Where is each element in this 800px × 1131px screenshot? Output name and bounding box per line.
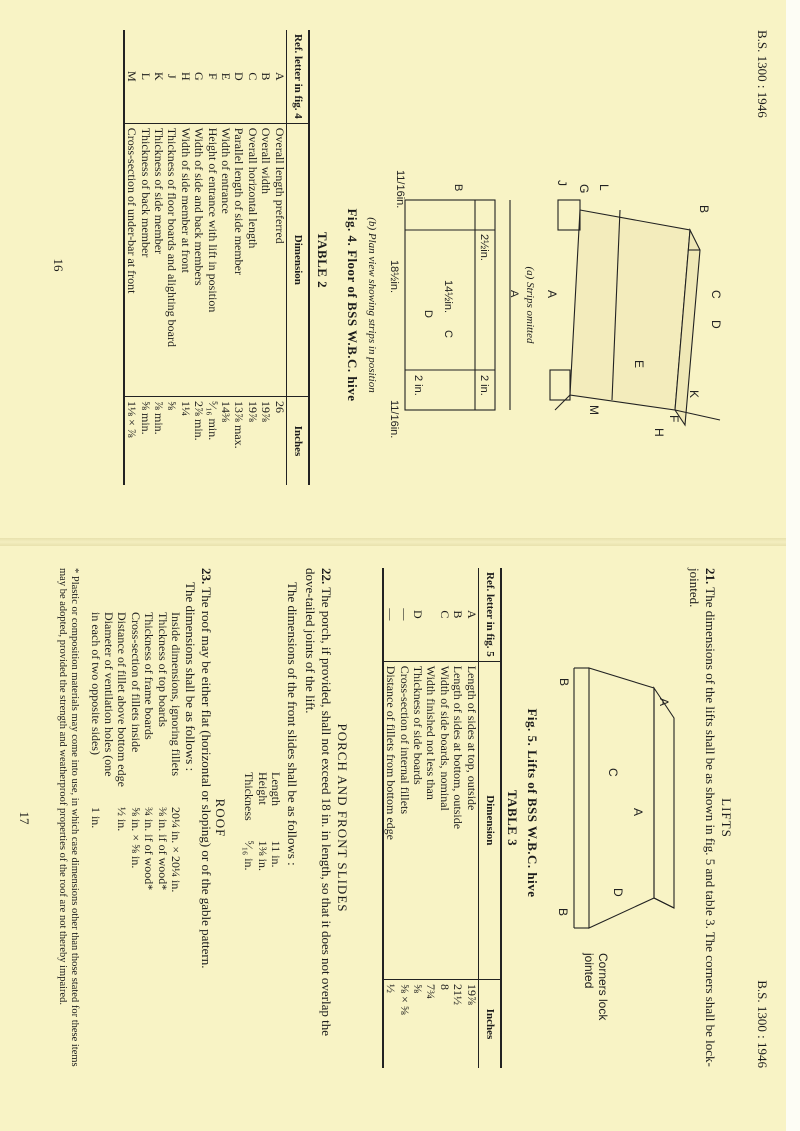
fig5-label-a1: A xyxy=(657,698,671,707)
slide-dim-cell: ⁵⁄₁₆ in. xyxy=(242,840,257,871)
table2-cell: Width of entrance xyxy=(219,123,232,396)
paragraph-23 xyxy=(198,568,214,1068)
table2-cell: ⅝ min. xyxy=(138,397,151,486)
fig4b-label-c: C xyxy=(442,330,454,338)
roof-dim-cell: Cross-section of fillets inside xyxy=(128,612,143,753)
roof-dim-cell: 1 in. xyxy=(88,806,103,829)
table2-cell: ⅞ min. xyxy=(152,397,165,486)
para21-text: The dimensions of the lifts shall be as shown in fig. 5 and table 3. The corners shall be lock-jointed. xyxy=(687,568,718,1067)
page-16 xyxy=(50,30,770,500)
table2-cell: ⅝ xyxy=(165,397,178,486)
table3-cell: A xyxy=(464,610,479,619)
front-slides-dimensions xyxy=(242,768,282,875)
figure-5-diagram xyxy=(544,658,684,948)
roof-heading: ROOF xyxy=(213,798,228,838)
roof-dim-cell: Diameter of ventilation holes (one xyxy=(101,612,116,777)
table3-header-inches: Inches xyxy=(478,980,501,1069)
table2-cell: Height of entrance with lift in position xyxy=(205,123,218,396)
table2-cell: Width of side member at front xyxy=(178,123,191,396)
paragraph-21 xyxy=(686,568,718,1068)
table2-cell: 14⅜ xyxy=(219,397,232,486)
table3-cell: D xyxy=(410,610,425,619)
roof-dim-cell: 20¼ in. × 20¼ in. xyxy=(169,806,183,893)
table3-cell: Distance of fillets from bottom edge xyxy=(383,661,397,979)
fig4b-dim-2half: 2½in. xyxy=(478,234,490,261)
table2-cell: Thickness of side member xyxy=(152,123,165,396)
table2-cell: 26 xyxy=(272,397,286,486)
fig4-caption: Fig. 4. Floor of BSS W.B.C. hive xyxy=(345,208,360,402)
fig4-label-a: A xyxy=(545,290,559,299)
fig4b-dim-2in-a: 2 in. xyxy=(478,375,490,396)
fig5-label-d: D xyxy=(611,888,625,897)
fig4-label-g: G xyxy=(577,184,591,194)
fig4a-subcaption: (a) Strips omitted xyxy=(524,266,536,344)
running-header: B.S. 1300 : 1946 xyxy=(755,30,770,118)
book-spine xyxy=(0,538,800,546)
table2-row xyxy=(165,30,178,485)
table2-body xyxy=(124,30,286,485)
table2-cell: Thickness of back member xyxy=(138,123,151,396)
roof-dim-cell: Thickness of top boards xyxy=(155,612,170,727)
table2-cell: H xyxy=(178,72,193,81)
table2-row xyxy=(205,30,218,485)
roof-dim-row xyxy=(169,608,182,896)
table2-cell: 19⅞ xyxy=(259,397,272,486)
slide-dim-row xyxy=(242,768,255,875)
footnote: * Plastic or composition materials may come into use, in which case dimensions other than those stated for these items may be adopted, provided the strength and weatherproof properties of the roof are not thereby impaired. xyxy=(57,568,80,1067)
table2-cell: Overall horizontal length xyxy=(245,123,258,396)
fig4b-dim-11-16-b: 11/16in. xyxy=(388,400,400,439)
fig4-label-k: K xyxy=(687,390,701,399)
table3-cell: Cross-section of internal fillets xyxy=(397,661,410,979)
fig4-label-e: E xyxy=(632,360,646,369)
page-edge xyxy=(786,0,800,1131)
fig4b-subcaption: (b) Plan view showing strips in position xyxy=(366,217,378,393)
slide-dim-cell: 11 in. xyxy=(269,840,283,868)
fig5-label-c: C xyxy=(606,768,620,777)
table3-cell: B xyxy=(451,610,466,619)
table2-row xyxy=(219,30,232,485)
figure-4a-diagram xyxy=(540,170,730,440)
table3-cell: 8 xyxy=(437,980,450,1069)
table3-cell: C xyxy=(437,610,452,619)
para22-number: 22. xyxy=(319,568,334,585)
table3-cell xyxy=(424,568,437,661)
table2-cell: E xyxy=(218,72,233,81)
para23-text: The roof may be either flat (horizontal or sloping) or of the gable pattern. xyxy=(199,587,214,969)
table2-cell: Width of side and back members xyxy=(192,123,205,396)
table2-cell: A xyxy=(272,72,287,81)
table3-cell: — xyxy=(397,608,412,621)
roof-dim-cell: ⅝ in. × ⅝ in. xyxy=(128,806,143,869)
running-header: B.S. 1300 : 1946 xyxy=(755,980,770,1068)
table2-cell: D xyxy=(232,72,247,81)
fig4-label-d: D xyxy=(709,320,723,329)
table2-cell: 1¼ xyxy=(178,397,191,486)
fig4b-label-b: B xyxy=(452,184,464,192)
page-17 xyxy=(17,568,770,1068)
fig4-label-c: C xyxy=(709,290,723,299)
table2-cell: 2⅞ min. xyxy=(192,397,205,486)
fig4-label-m: M xyxy=(587,405,601,415)
table3-row xyxy=(437,568,450,1068)
table2-title: TABLE 2 xyxy=(315,231,330,289)
para22-text: The porch, if provided, shall not exceed 18 in. in length, so that it does not overlap the dove-tailed joints of the lift. xyxy=(303,568,334,1037)
fig5-caption: Fig. 5. Lifts of BSS W.B.C. hive xyxy=(525,708,540,898)
roof-dim-row xyxy=(128,608,141,896)
fig4b-dim-14half: 14½in. xyxy=(442,280,454,314)
table3-cell: Thickness of side boards xyxy=(411,661,424,979)
table3-cell: 21½ xyxy=(451,980,464,1069)
table3-cell: ⅝ × ⅝ xyxy=(397,980,410,1069)
table2-cell: 1⅛ × ⅞ xyxy=(124,397,138,486)
roof-dim-cell: ½ in. xyxy=(115,806,130,832)
slide-dim-cell: Thickness xyxy=(242,772,257,821)
roof-dim-cell: in each of two opposite sides) xyxy=(88,612,103,755)
fig5-label-b1: B xyxy=(557,678,571,687)
table2-row xyxy=(232,30,245,485)
table2-row xyxy=(152,30,165,485)
table2-cell: Parallel length of side member xyxy=(232,123,245,396)
table2-cell: Cross-section of under-bar at front xyxy=(124,123,138,396)
table3-cell: 19⅞ xyxy=(464,980,478,1069)
table3-cell: — xyxy=(384,608,399,621)
roof-dim-cell: ¾ in. if of wood* xyxy=(142,806,157,891)
roof-dim-cell: Thickness of frame boards xyxy=(142,612,157,740)
roof-dim-row xyxy=(102,608,115,896)
table3-row xyxy=(464,568,478,1068)
table2-cell: M xyxy=(125,71,140,82)
slide-dim-cell: Height xyxy=(255,772,270,805)
fig4-label-f: F xyxy=(667,415,681,423)
table3-row xyxy=(451,568,464,1068)
roof-dim-cell: Inside dimensions, ignoring fillets xyxy=(169,612,183,776)
roof-dimensions xyxy=(88,608,182,896)
table3-cell: Width finished not less than xyxy=(424,661,437,979)
lifts-heading: LIFTS xyxy=(719,798,734,838)
figure-4b-plan xyxy=(385,170,520,440)
page-number: 16 xyxy=(51,258,66,272)
roof-dim-cell xyxy=(102,791,115,896)
fig4b-label-d: D xyxy=(422,310,434,318)
table3-body xyxy=(383,568,478,1068)
slide-dim-cell: Length xyxy=(269,772,283,806)
fig4b-dim-11-16-a: 11/16in. xyxy=(394,170,406,209)
table2-row xyxy=(259,30,272,485)
table3-cell: ½ xyxy=(383,980,397,1069)
table2-cell: 13⅞ max. xyxy=(232,397,245,486)
fig5-corners-note: Corners lock jointed xyxy=(582,953,610,1021)
fig4-label-j: J xyxy=(555,180,569,186)
slide-dim-cell: 1⅜ in. xyxy=(255,840,270,871)
fig4b-label-a: A xyxy=(508,290,520,298)
table-2 xyxy=(123,30,310,485)
table2-cell: F xyxy=(205,73,220,80)
roof-dim-row xyxy=(155,608,168,896)
table2-cell: J xyxy=(165,74,180,79)
roof-intro: The dimensions shall be as follows : xyxy=(183,582,198,772)
paragraph-22 xyxy=(302,568,334,1068)
fig5-label-b2: B xyxy=(556,908,570,917)
table3-row xyxy=(397,568,410,1068)
table3-cell: Width of side boards, nominal xyxy=(437,661,450,979)
table3-row xyxy=(411,568,424,1068)
table2-cell: K xyxy=(151,72,166,81)
table2-row xyxy=(272,30,286,485)
table3-cell: Length of sides at bottom, outside xyxy=(451,661,464,979)
roof-dim-cell: ⅜ in. if of wood* xyxy=(155,806,170,891)
fig4b-dim-2in-b: 2 in. xyxy=(412,375,424,396)
front-slides-intro: The dimensions of the front slides shall be as follows : xyxy=(285,582,300,866)
table2-row xyxy=(192,30,205,485)
para21-number: 21. xyxy=(703,568,718,585)
table2-cell: Overall width xyxy=(259,123,272,396)
table2-row xyxy=(178,30,191,485)
porch-heading: PORCH AND FRONT SLIDES xyxy=(335,723,350,913)
table2-row xyxy=(245,30,258,485)
fig5-label-a2: A xyxy=(631,808,645,817)
roof-dim-cell: Distance of fillet above bottom edge xyxy=(115,612,130,787)
table2-cell: G xyxy=(192,72,207,81)
fig4-label-h: H xyxy=(652,428,666,437)
page-number: 17 xyxy=(17,811,32,825)
table2-row xyxy=(138,30,151,485)
table2-cell: C xyxy=(245,72,260,81)
table3-row xyxy=(383,568,397,1068)
fig4b-dim-18half: 18½in. xyxy=(388,260,400,294)
para23-number: 23. xyxy=(199,568,214,585)
table3-cell: Length of sides at top, outside xyxy=(464,661,478,979)
table2-cell: Thickness of floor boards and alighting board xyxy=(165,123,178,396)
table2-cell: Overall length preferred xyxy=(272,123,286,396)
slide-dim-row xyxy=(255,768,268,875)
table3-cell: 7¾ xyxy=(424,980,437,1069)
slide-dim-row xyxy=(269,768,282,875)
table3-row xyxy=(424,568,437,1068)
fig4-label-l: L xyxy=(597,184,611,191)
roof-dim-row xyxy=(142,608,155,896)
roof-dim-row xyxy=(115,608,128,896)
table3-header-ref: Ref. letter in fig. 5 xyxy=(478,568,501,661)
table2-row xyxy=(124,30,138,485)
table2-cell: ⁵⁄₁₆ min. xyxy=(205,397,218,486)
table2-header-ref: Ref. letter in fig. 4 xyxy=(286,30,309,123)
table3-cell: ⅝ xyxy=(411,980,424,1069)
table2-cell: 19⅞ xyxy=(245,397,258,486)
roof-dim-row xyxy=(88,608,101,896)
table2-header-dimension: Dimension xyxy=(286,123,309,396)
table2-cell: L xyxy=(138,72,153,81)
table-3 xyxy=(382,568,502,1068)
table3-header-dimension: Dimension xyxy=(478,661,501,979)
table2-cell: B xyxy=(259,72,274,81)
table3-title: TABLE 3 xyxy=(505,789,520,847)
fig4-label-b: B xyxy=(697,205,711,214)
table2-header-inches: Inches xyxy=(286,397,309,486)
